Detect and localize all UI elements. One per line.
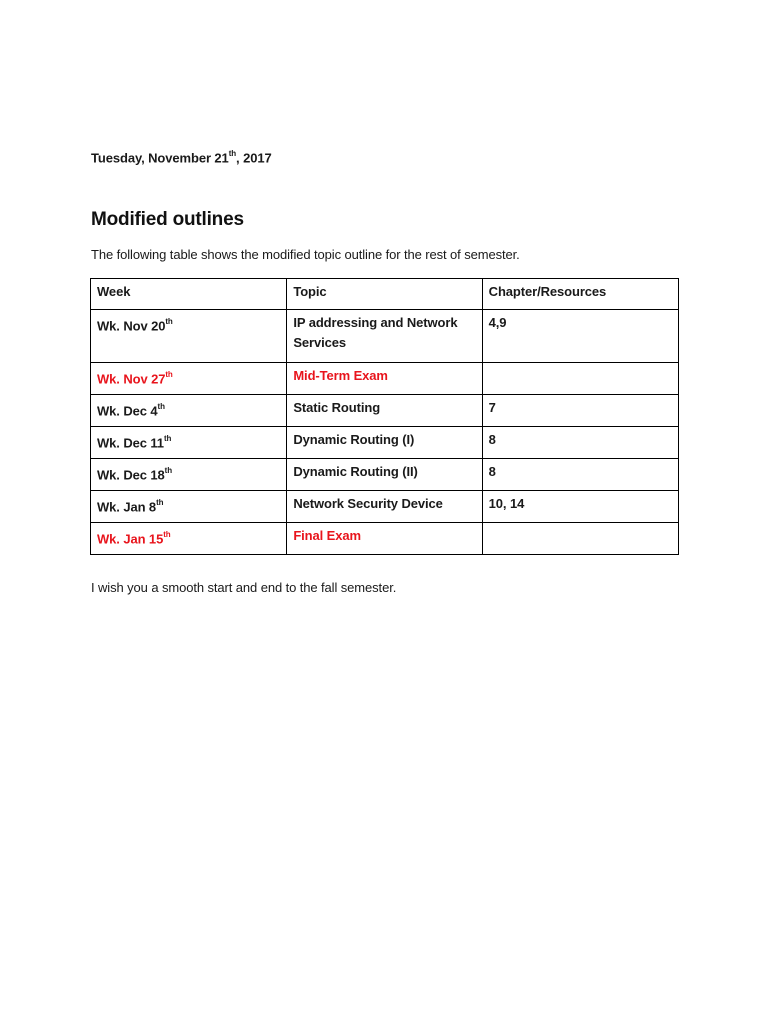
topic-cell: Mid-Term Exam xyxy=(287,363,482,395)
week-text: Wk. Dec 11 xyxy=(97,435,164,451)
date-superscript: th xyxy=(228,149,237,158)
week-superscript: th xyxy=(165,370,173,379)
header-week: Week xyxy=(91,279,287,310)
topic-outline-table xyxy=(90,278,679,555)
week-superscript: th xyxy=(163,530,171,539)
week-cell xyxy=(91,459,287,491)
week-text: Wk. Jan 15 xyxy=(97,531,164,547)
week-superscript: th xyxy=(163,434,172,443)
document-date xyxy=(91,150,272,165)
topic-cell: IP addressing and Network Services xyxy=(287,310,482,363)
week-superscript: th xyxy=(164,466,173,475)
table-row xyxy=(91,363,679,395)
table-header-row xyxy=(91,279,679,310)
chapter-cell: 8 xyxy=(482,459,678,491)
topic-cell: Dynamic Routing (II) xyxy=(287,459,482,491)
chapter-cell xyxy=(482,363,678,395)
chapter-cell: 7 xyxy=(482,395,678,427)
date-year: , 2017 xyxy=(236,150,272,166)
table-row xyxy=(91,310,679,363)
topic-cell: Static Routing xyxy=(287,395,482,427)
date-text: Tuesday, November 21 xyxy=(91,150,229,166)
header-topic: Topic xyxy=(287,279,482,310)
table-row xyxy=(91,427,679,459)
week-text: Wk. Nov 20 xyxy=(97,318,166,334)
intro-paragraph: The following table shows the modified topic outline for the rest of semester. xyxy=(91,247,520,262)
week-text: Wk. Dec 4 xyxy=(97,403,158,419)
table-row xyxy=(91,459,679,491)
chapter-cell: 4,9 xyxy=(482,310,678,363)
topic-cell: Network Security Device xyxy=(287,491,482,523)
chapter-cell: 8 xyxy=(482,427,678,459)
topic-cell: Dynamic Routing (I) xyxy=(287,427,482,459)
week-cell xyxy=(91,523,287,555)
topic-cell: Final Exam xyxy=(287,523,482,555)
week-superscript: th xyxy=(156,498,164,507)
week-text: Wk. Nov 27 xyxy=(97,371,166,387)
table-row xyxy=(91,491,679,523)
week-superscript: th xyxy=(157,402,165,411)
table-row xyxy=(91,523,679,555)
section-heading: Modified outlines xyxy=(91,209,244,230)
week-text: Wk. Dec 18 xyxy=(97,467,165,483)
week-text: Wk. Jan 8 xyxy=(97,499,157,515)
header-chapter: Chapter/Resources xyxy=(482,279,678,310)
week-cell xyxy=(91,491,287,523)
closing-paragraph: I wish you a smooth start and end to the fall semester. xyxy=(91,580,397,595)
week-cell xyxy=(91,310,287,363)
week-cell xyxy=(91,395,287,427)
week-superscript: th xyxy=(165,317,173,326)
chapter-cell xyxy=(482,523,678,555)
table-row xyxy=(91,395,679,427)
week-cell xyxy=(91,427,287,459)
chapter-cell: 10, 14 xyxy=(482,491,678,523)
week-cell xyxy=(91,363,287,395)
